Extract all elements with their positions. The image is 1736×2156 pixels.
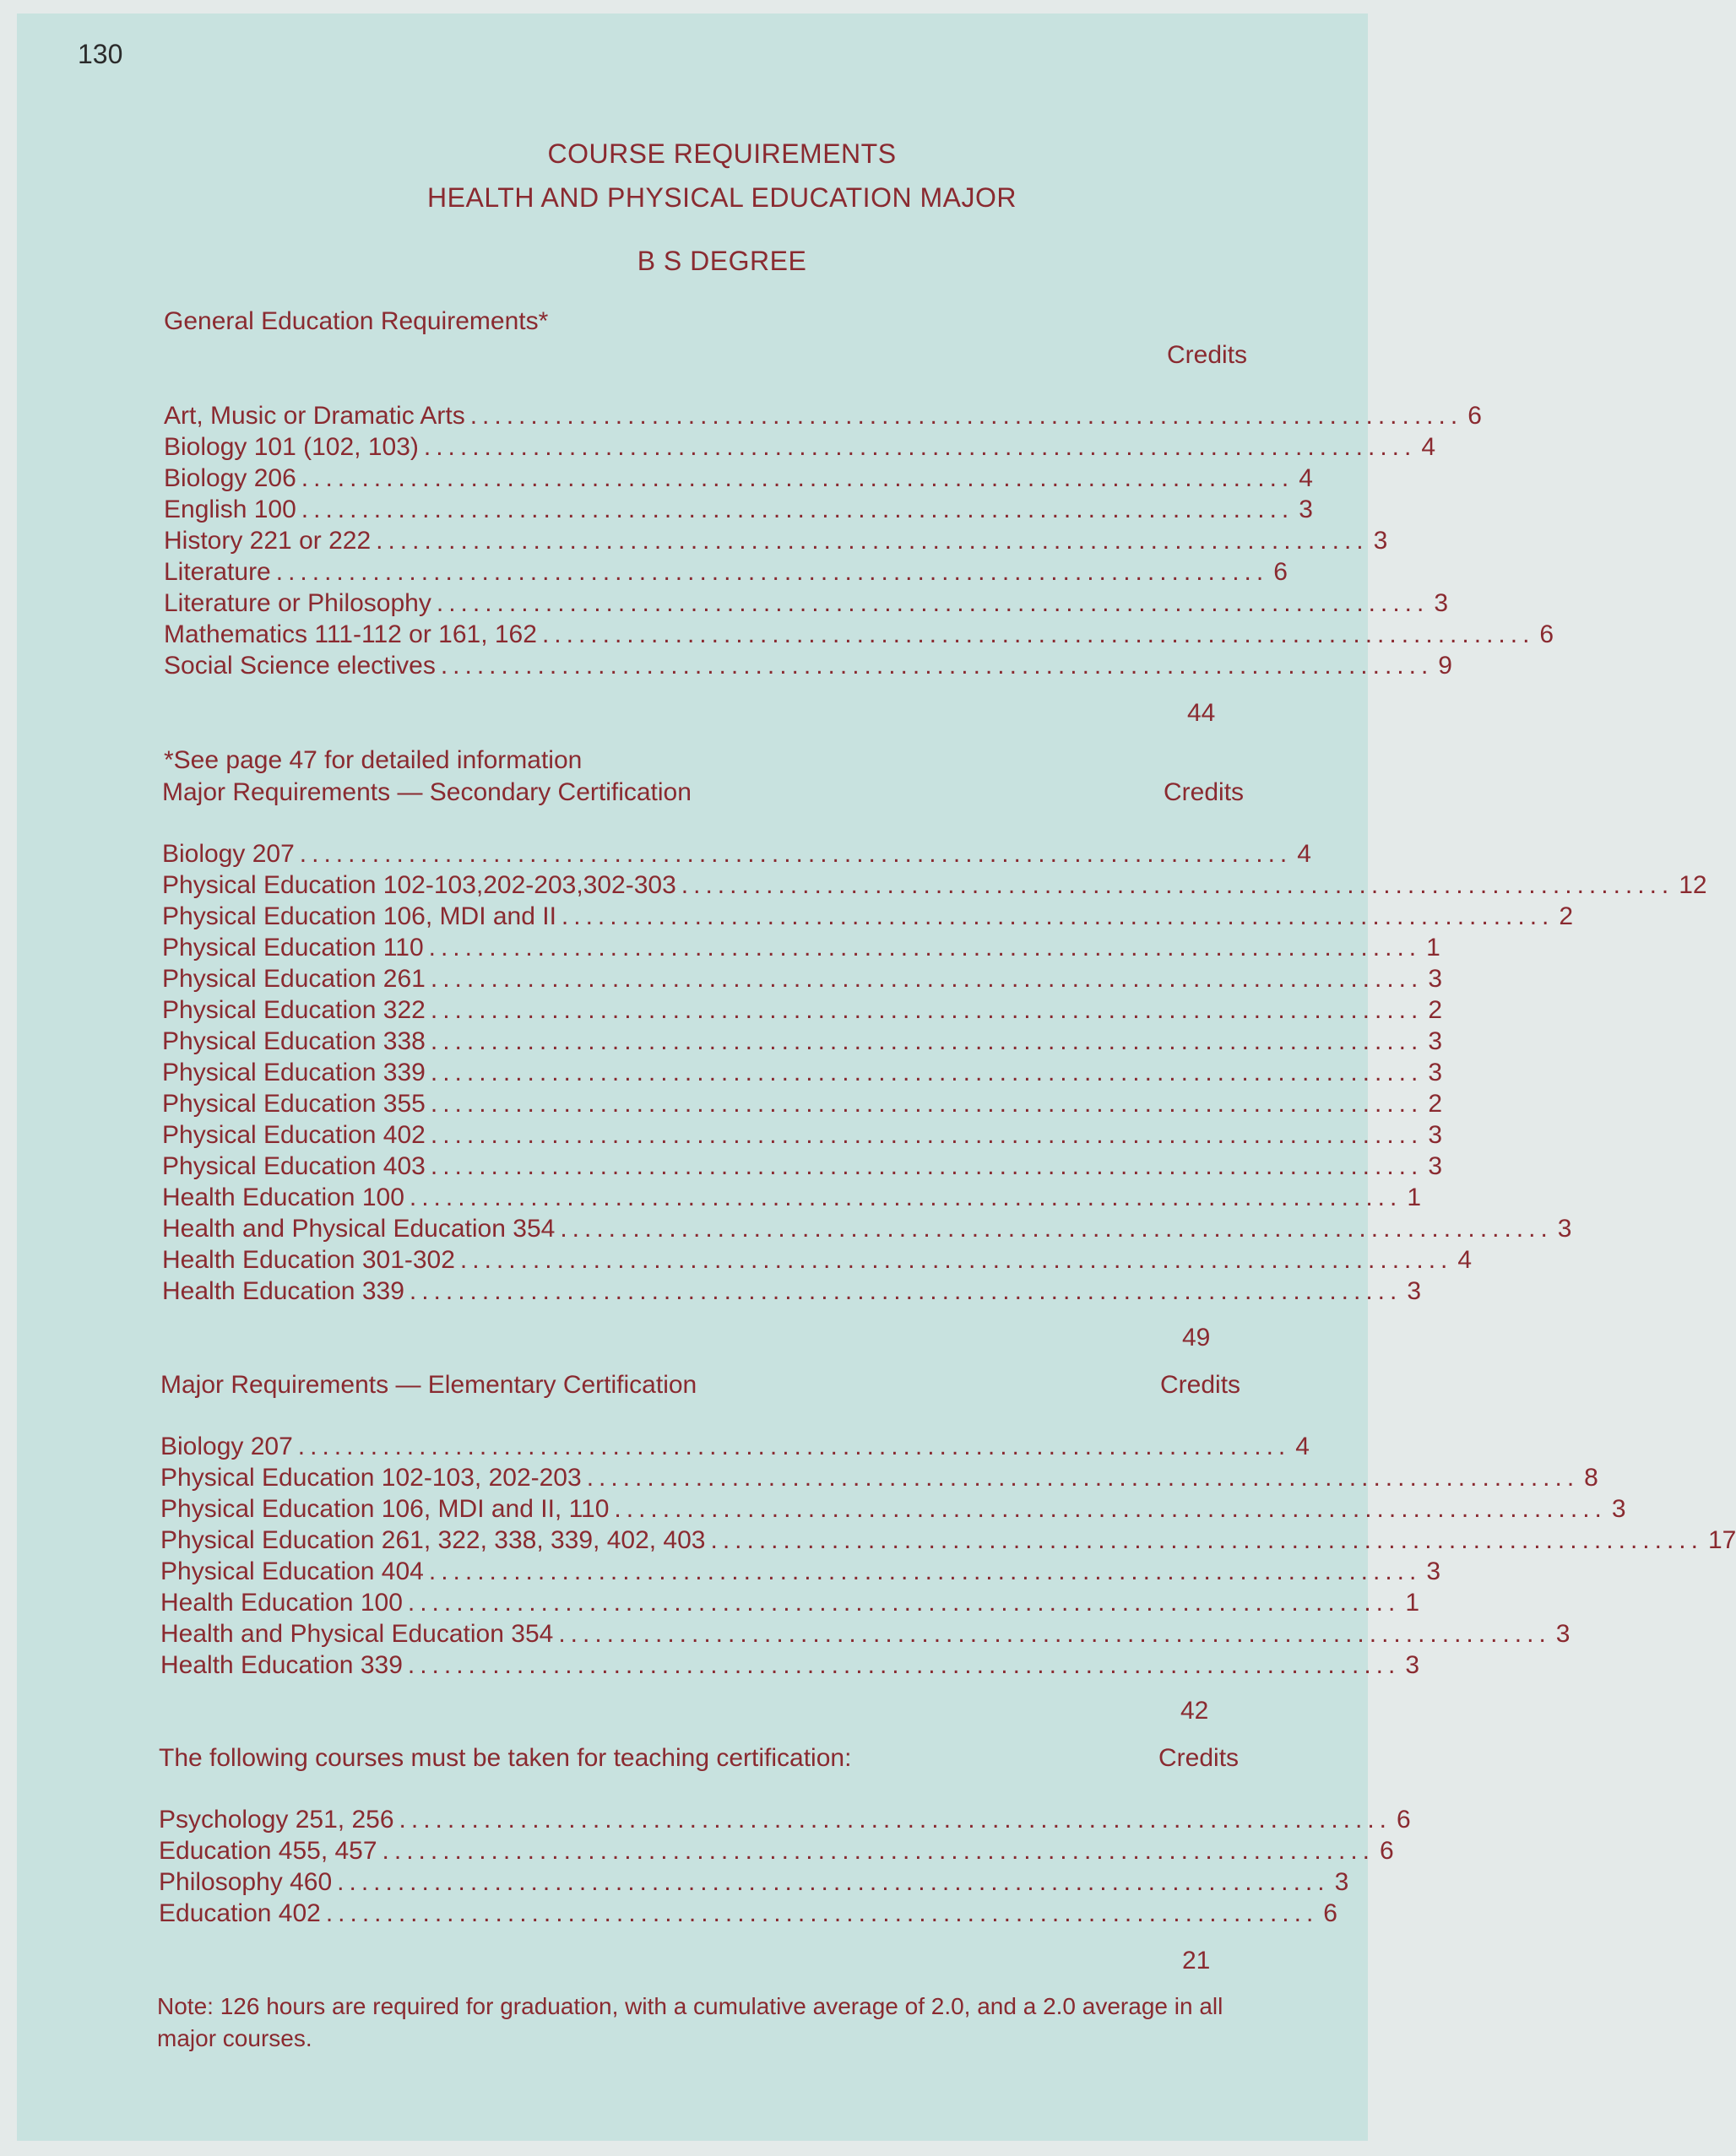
- list-item: Physical Education 322 .................................................................................. 2: [162, 996, 1443, 1024]
- list-item: Biology 206 .................................................................................. 4: [164, 464, 1313, 492]
- page-number: 130: [78, 39, 123, 69]
- list-item: Philosophy 460 .................................................................................. 3: [159, 1868, 1349, 1896]
- doc-title: COURSE REQUIREMENTS: [547, 138, 897, 169]
- list-item: Physical Education 106, MDI and II, 110 .................................................................................. 3: [160, 1495, 1626, 1523]
- list-item: Health Education 339 .................................................................................. 3: [160, 1651, 1420, 1679]
- list-item: Physical Education 338 .................................................................................. 3: [162, 1027, 1443, 1055]
- list-item: Education 455, 457 .................................................................................. 6: [159, 1837, 1394, 1865]
- list-item: Physical Education 355 .................................................................................. 2: [162, 1090, 1443, 1118]
- list-item: Social Science electives .................................................................................. 9: [164, 652, 1452, 680]
- list-item: Biology 207 .................................................................................. 4: [162, 840, 1311, 868]
- list-item: Literature or Philosophy .................................................................................. 3: [164, 589, 1449, 617]
- list-item: Physical Education 102-103,202-203,302-303 .................................................................................. 12: [162, 871, 1707, 899]
- list-item: Biology 101 (102, 103) .................................................................................. 4: [164, 433, 1436, 461]
- teaching-total: 21: [1182, 1947, 1211, 1975]
- list-item: Physical Education 339 .................................................................................. 3: [162, 1059, 1443, 1086]
- list-item: Education 402 .................................................................................. 6: [159, 1899, 1337, 1927]
- list-item: Psychology 251, 256 .................................................................................. 6: [159, 1806, 1411, 1834]
- graduation-note: Note: 126 hours are required for graduation, with a cumulative average of 2.0, and a 2.0 average in all major courses.: [157, 1993, 1223, 2051]
- secondary-heading: Major Requirements — Secondary Certification: [162, 778, 692, 806]
- list-item: Health Education 301-302 .................................................................................. 4: [162, 1246, 1473, 1274]
- list-item: Physical Education 110 .................................................................................. 1: [162, 934, 1440, 962]
- gen-ed-credits-label: Credits: [1167, 341, 1248, 369]
- gen-ed-footnote: *See page 47 for detailed information: [164, 746, 583, 774]
- list-item: Physical Education 261 .................................................................................. 3: [162, 965, 1443, 993]
- teaching-heading: The following courses must be taken for teaching certification:: [159, 1744, 852, 1772]
- secondary-credits-label: Credits: [1164, 778, 1245, 806]
- gen-ed-total: 44: [1187, 699, 1216, 727]
- list-item: Biology 207 .................................................................................. 4: [160, 1433, 1310, 1460]
- list-item: Health and Physical Education 354 .................................................................................. 3: [162, 1215, 1572, 1243]
- list-item: Physical Education 402 .................................................................................. 3: [162, 1121, 1443, 1149]
- list-item: Physical Education 261, 322, 338, 339, 402, 403 .................................................................................. 17: [160, 1526, 1736, 1554]
- list-item: Literature .................................................................................. 6: [164, 558, 1288, 586]
- gen-ed-heading: General Education Requirements*: [164, 307, 549, 335]
- doc-subtitle: HEALTH AND PHYSICAL EDUCATION MAJOR: [427, 182, 1017, 213]
- list-item: Physical Education 102-103, 202-203 .................................................................................. 8: [160, 1464, 1598, 1492]
- list-item: Health and Physical Education 354 .................................................................................. 3: [160, 1620, 1571, 1648]
- list-item: Physical Education 404 .................................................................................. 3: [160, 1557, 1441, 1585]
- list-item: English 100 .................................................................................. 3: [164, 496, 1313, 523]
- elementary-total: 42: [1180, 1697, 1209, 1725]
- list-item: Physical Education 106, MDI and II .................................................................................. 2: [162, 902, 1574, 930]
- elementary-heading: Major Requirements — Elementary Certification: [160, 1371, 697, 1399]
- list-item: History 221 or 222 .................................................................................. 3: [164, 527, 1388, 555]
- elementary-credits-label: Credits: [1160, 1371, 1241, 1399]
- degree-title: B S DEGREE: [637, 246, 807, 276]
- secondary-total: 49: [1182, 1324, 1211, 1352]
- list-item: Health Education 339 .................................................................................. 3: [162, 1277, 1422, 1305]
- list-item: Physical Education 403 .................................................................................. 3: [162, 1152, 1443, 1180]
- list-item: Health Education 100 .................................................................................. 1: [160, 1589, 1420, 1617]
- page-sheet: [17, 14, 1736, 2141]
- teaching-credits-label: Credits: [1158, 1744, 1240, 1772]
- list-item: Health Education 100 .................................................................................. 1: [162, 1184, 1422, 1211]
- list-item: Mathematics 111-112 or 161, 162 .................................................................................. 6: [164, 620, 1554, 648]
- list-item: Art, Music or Dramatic Arts .................................................................................. 6: [164, 402, 1482, 430]
